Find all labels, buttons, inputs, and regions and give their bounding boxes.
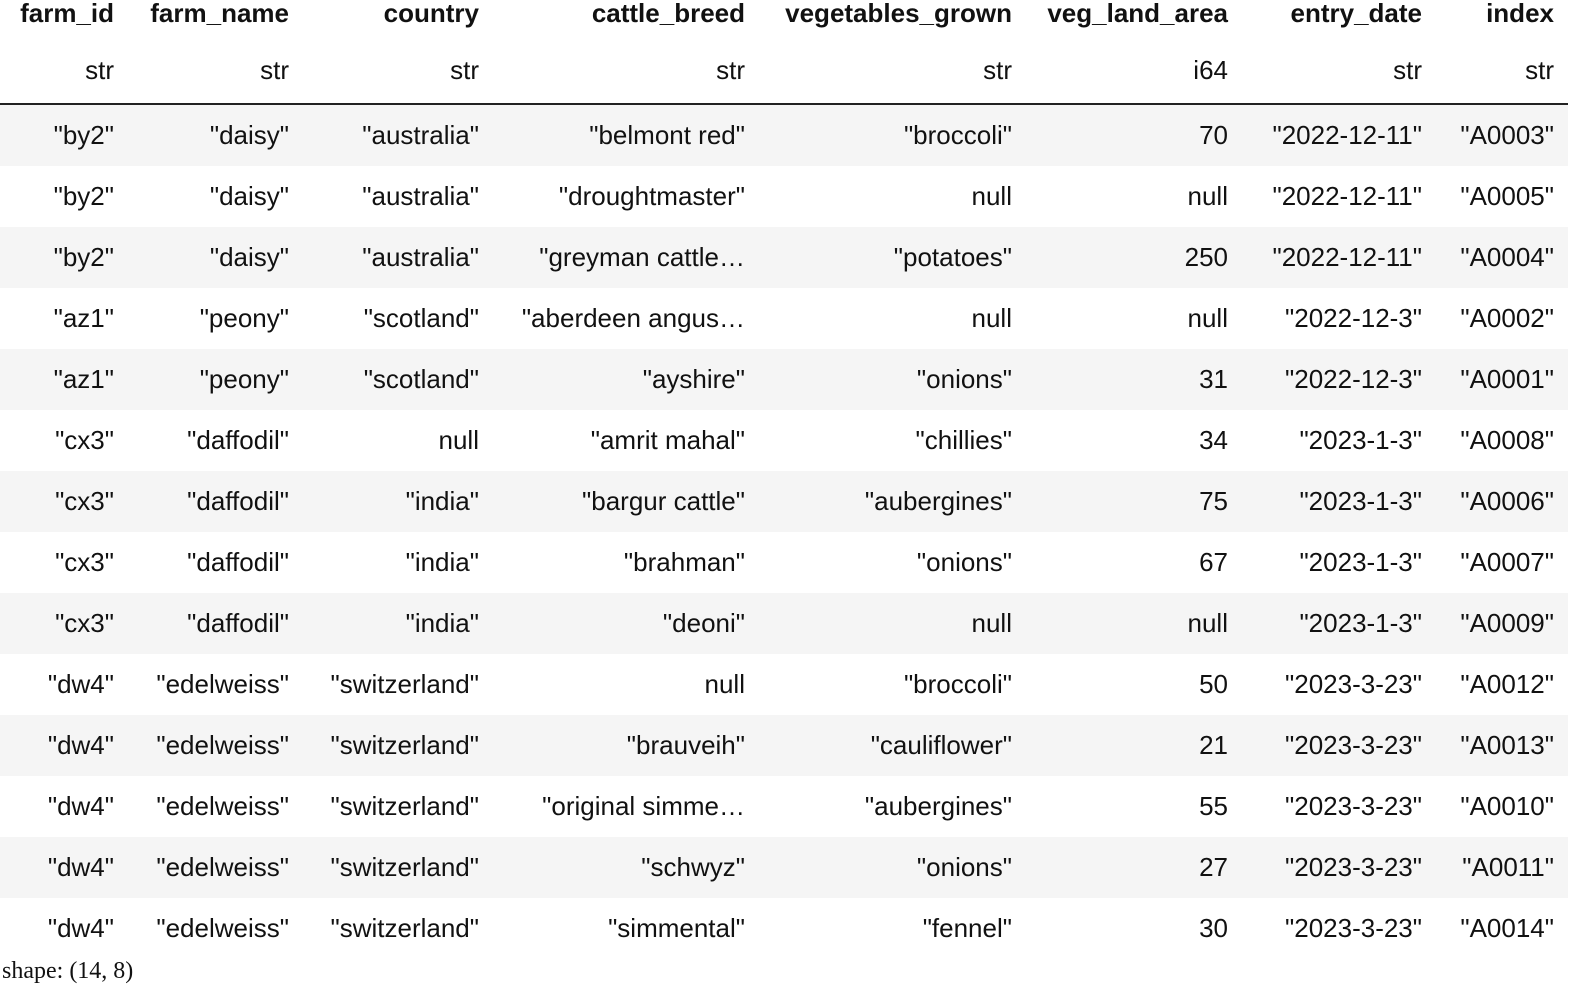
cell-index: "A0004" [1436, 227, 1568, 288]
cell-farm-name: "edelweiss" [128, 715, 303, 776]
cell-vegetables-grown: null [759, 593, 1026, 654]
cell-entry-date: "2023-1-3" [1242, 593, 1436, 654]
cell-index: "A0006" [1436, 471, 1568, 532]
cell-cattle-breed: "aberdeen angus… [493, 288, 759, 349]
column-header-index: index [1486, 0, 1554, 28]
cell-country: "switzerland" [303, 837, 493, 898]
cell-farm-name: "edelweiss" [128, 898, 303, 959]
cell-farm-id: "cx3" [0, 471, 128, 532]
cell-farm-name: "edelweiss" [128, 837, 303, 898]
cell-country: "switzerland" [303, 898, 493, 959]
cell-entry-date: "2023-3-23" [1242, 654, 1436, 715]
column-dtype: str [759, 37, 1026, 104]
cell-index: "A0012" [1436, 654, 1568, 715]
cell-vegetables-grown: "onions" [759, 349, 1026, 410]
cell-country: null [303, 410, 493, 471]
column-dtype: str [493, 37, 759, 104]
cell-farm-name: "daffodil" [128, 410, 303, 471]
cell-farm-name: "daisy" [128, 227, 303, 288]
table-row [0, 104, 1568, 166]
cell-veg-land-area: 55 [1026, 776, 1242, 837]
cell-entry-date: "2023-3-23" [1242, 898, 1436, 959]
cell-entry-date: "2022-12-3" [1242, 288, 1436, 349]
cell-veg-land-area: 250 [1026, 227, 1242, 288]
cell-vegetables-grown: "onions" [759, 837, 1026, 898]
cell-entry-date: "2022-12-11" [1242, 227, 1436, 288]
cell-farm-name: "peony" [128, 288, 303, 349]
cell-vegetables-grown: "potatoes" [759, 227, 1026, 288]
column-header-veg-land-area: veg_land_area [1047, 0, 1228, 28]
cell-country: "australia" [303, 104, 493, 166]
cell-country: "switzerland" [303, 715, 493, 776]
column-names-row [0, 0, 1568, 37]
cell-vegetables-grown: "onions" [759, 532, 1026, 593]
cell-index: "A0009" [1436, 593, 1568, 654]
cell-country: "australia" [303, 227, 493, 288]
table-row [0, 776, 1568, 837]
table-row [0, 166, 1568, 227]
cell-farm-id: "az1" [0, 349, 128, 410]
cell-farm-id: "dw4" [0, 715, 128, 776]
table-row [0, 471, 1568, 532]
cell-farm-id: "by2" [0, 166, 128, 227]
cell-veg-land-area: null [1026, 166, 1242, 227]
cell-farm-id: "cx3" [0, 410, 128, 471]
cell-farm-id: "dw4" [0, 654, 128, 715]
table-row [0, 288, 1568, 349]
table-row [0, 410, 1568, 471]
cell-vegetables-grown: "broccoli" [759, 104, 1026, 166]
cell-cattle-breed: "belmont red" [493, 104, 759, 166]
cell-veg-land-area: 75 [1026, 471, 1242, 532]
cell-farm-id: "cx3" [0, 532, 128, 593]
cell-index: "A0014" [1436, 898, 1568, 959]
table-body [0, 104, 1568, 959]
cell-vegetables-grown: "fennel" [759, 898, 1026, 959]
table-row [0, 593, 1568, 654]
cell-farm-id: "dw4" [0, 898, 128, 959]
cell-index: "A0011" [1436, 837, 1568, 898]
column-header-farm-name: farm_name [150, 0, 289, 28]
cell-cattle-breed: "original simme… [493, 776, 759, 837]
cell-cattle-breed: "droughtmaster" [493, 166, 759, 227]
cell-cattle-breed: "schwyz" [493, 837, 759, 898]
cell-vegetables-grown: "broccoli" [759, 654, 1026, 715]
cell-vegetables-grown: null [759, 166, 1026, 227]
cell-cattle-breed: "simmental" [493, 898, 759, 959]
cell-country: "scotland" [303, 288, 493, 349]
cell-entry-date: "2023-1-3" [1242, 532, 1436, 593]
cell-entry-date: "2022-12-11" [1242, 166, 1436, 227]
cell-country: "india" [303, 471, 493, 532]
table-row [0, 837, 1568, 898]
cell-farm-name: "edelweiss" [128, 654, 303, 715]
cell-country: "switzerland" [303, 776, 493, 837]
cell-veg-land-area: null [1026, 288, 1242, 349]
cell-farm-id: "by2" [0, 104, 128, 166]
cell-entry-date: "2022-12-11" [1242, 104, 1436, 166]
table-header [0, 0, 1568, 104]
cell-veg-land-area: null [1026, 593, 1242, 654]
cell-veg-land-area: 34 [1026, 410, 1242, 471]
cell-entry-date: "2023-3-23" [1242, 715, 1436, 776]
cell-index: "A0003" [1436, 104, 1568, 166]
cell-vegetables-grown: "cauliflower" [759, 715, 1026, 776]
cell-cattle-breed: "brauveih" [493, 715, 759, 776]
cell-cattle-breed: null [493, 654, 759, 715]
cell-cattle-breed: "bargur cattle" [493, 471, 759, 532]
cell-index: "A0005" [1436, 166, 1568, 227]
cell-veg-land-area: 31 [1026, 349, 1242, 410]
cell-farm-id: "az1" [0, 288, 128, 349]
cell-entry-date: "2023-3-23" [1242, 776, 1436, 837]
cell-veg-land-area: 50 [1026, 654, 1242, 715]
column-header-country: country [383, 0, 479, 28]
table-row [0, 654, 1568, 715]
cell-entry-date: "2023-1-3" [1242, 410, 1436, 471]
column-dtype: str [0, 37, 128, 104]
column-header-cattle-breed: cattle_breed [591, 0, 745, 28]
cell-cattle-breed: "greyman cattle… [493, 227, 759, 288]
cell-country: "switzerland" [303, 654, 493, 715]
cell-country: "australia" [303, 166, 493, 227]
cell-entry-date: "2023-1-3" [1242, 471, 1436, 532]
cell-country: "scotland" [303, 349, 493, 410]
column-dtype: str [128, 37, 303, 104]
cell-veg-land-area: 70 [1026, 104, 1242, 166]
cell-farm-name: "daffodil" [128, 471, 303, 532]
cell-veg-land-area: 21 [1026, 715, 1242, 776]
cell-vegetables-grown: null [759, 288, 1026, 349]
column-dtypes-row [0, 37, 1568, 104]
cell-vegetables-grown: "chillies" [759, 410, 1026, 471]
column-dtype: str [1242, 37, 1436, 104]
cell-cattle-breed: "brahman" [493, 532, 759, 593]
cell-index: "A0013" [1436, 715, 1568, 776]
column-header-farm-id: farm_id [20, 0, 114, 28]
table-row [0, 532, 1568, 593]
cell-farm-id: "by2" [0, 227, 128, 288]
cell-farm-id: "dw4" [0, 776, 128, 837]
cell-farm-id: "dw4" [0, 837, 128, 898]
cell-cattle-breed: "ayshire" [493, 349, 759, 410]
column-dtype: str [1436, 37, 1568, 104]
cell-farm-name: "daffodil" [128, 593, 303, 654]
cell-farm-name: "peony" [128, 349, 303, 410]
cell-veg-land-area: 67 [1026, 532, 1242, 593]
column-header-entry-date: entry_date [1290, 0, 1422, 28]
cell-farm-name: "daisy" [128, 104, 303, 166]
cell-veg-land-area: 27 [1026, 837, 1242, 898]
cell-index: "A0010" [1436, 776, 1568, 837]
cell-farm-name: "edelweiss" [128, 776, 303, 837]
cell-entry-date: "2022-12-3" [1242, 349, 1436, 410]
cell-cattle-breed: "deoni" [493, 593, 759, 654]
cell-index: "A0008" [1436, 410, 1568, 471]
column-dtype: i64 [1026, 37, 1242, 104]
cell-index: "A0007" [1436, 532, 1568, 593]
shape-caption: shape: (14, 8) [2, 958, 134, 984]
table-row [0, 898, 1568, 959]
cell-index: "A0002" [1436, 288, 1568, 349]
cell-veg-land-area: 30 [1026, 898, 1242, 959]
cell-farm-name: "daisy" [128, 166, 303, 227]
table-row [0, 715, 1568, 776]
cell-index: "A0001" [1436, 349, 1568, 410]
cell-country: "india" [303, 593, 493, 654]
cell-farm-id: "cx3" [0, 593, 128, 654]
table-row [0, 349, 1568, 410]
cell-country: "india" [303, 532, 493, 593]
cell-farm-name: "daffodil" [128, 532, 303, 593]
cell-cattle-breed: "amrit mahal" [493, 410, 759, 471]
cell-vegetables-grown: "aubergines" [759, 471, 1026, 532]
column-dtype: str [303, 37, 493, 104]
column-header-vegetables-grown: vegetables_grown [785, 0, 1012, 28]
table-row [0, 227, 1568, 288]
cell-entry-date: "2023-3-23" [1242, 837, 1436, 898]
cell-vegetables-grown: "aubergines" [759, 776, 1026, 837]
